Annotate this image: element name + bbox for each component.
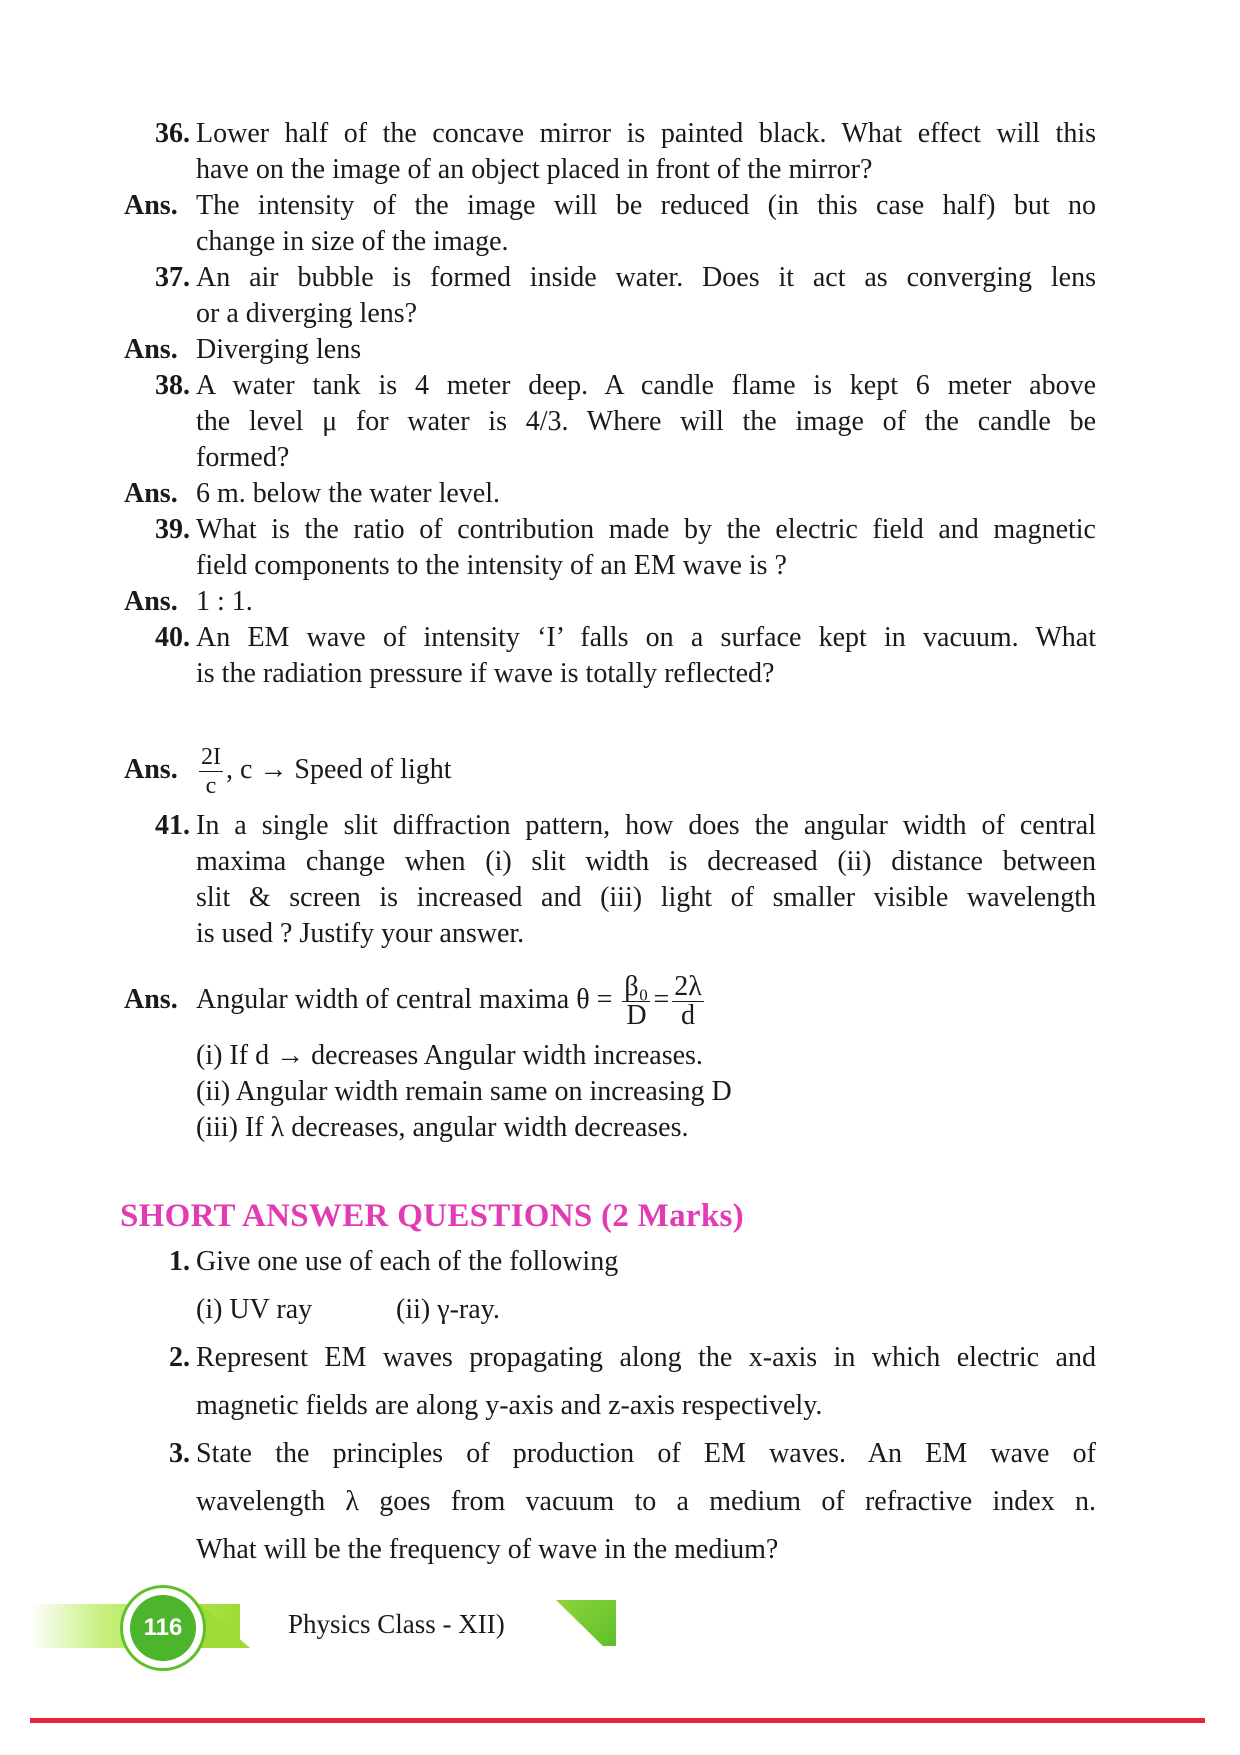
fraction (622, 973, 650, 1030)
question-number: 41. (155, 810, 190, 841)
question-number: 39. (155, 514, 190, 545)
answer-label: Ans. (124, 334, 178, 365)
page-number: 116 (130, 1595, 196, 1661)
question-number: 37. (155, 262, 190, 293)
question-number: 40. (155, 622, 190, 653)
bottom-rule (30, 1718, 1205, 1723)
question-text: the level μ for water is 4/3. Where will the image of the candle be (196, 406, 1096, 437)
question-text: What is the ratio of contribution made by the electric field and magnetic (196, 514, 1096, 545)
question-text: A water tank is 4 meter deep. A candle flame is kept 6 meter above (196, 370, 1096, 401)
answer-label: Ans. (124, 190, 178, 221)
question-text: An air bubble is formed inside water. Does it act as converging lens (196, 262, 1096, 293)
question-text: magnetic fields are along y-axis and z-axis respectively. (196, 1390, 823, 1421)
footer-title: Physics Class - XII) (288, 1609, 505, 1639)
footer-flag-decoration (556, 1600, 616, 1646)
question-text: have on the image of an object placed in front of the mirror? (196, 154, 873, 185)
answer-formula: Angular width of central maxima θ = $\frac{\text{β₀}}{D}$ = $\frac{2\lambda}{d}$ (196, 971, 702, 1032)
section-heading: SHORT ANSWER QUESTIONS (2 Marks) (120, 1198, 744, 1234)
answer-sub-item: (ii) Angular width remain same on increasing D (196, 1076, 732, 1107)
page-number-badge (120, 1585, 206, 1671)
question-text: State the principles of production of EM waves. An EM wave of (196, 1438, 1096, 1469)
question-text: field components to the intensity of an EM wave is ? (196, 550, 787, 581)
question-text: slit & screen is increased and (iii) light of smaller visible wavelength (196, 882, 1096, 913)
answer-text: The intensity of the image will be reduced (in this case half) but no (196, 190, 1096, 221)
option-item: (ii) γ-ray. (396, 1294, 500, 1325)
answer-sub-item: (i) If d → decreases Angular width increases. (196, 1040, 703, 1071)
answer-text: 1 : 1. (196, 586, 253, 617)
question-number: 3. (169, 1438, 190, 1469)
question-text: Lower half of the concave mirror is painted black. What effect will this (196, 118, 1096, 149)
answer-formula (196, 728, 1096, 812)
fraction-denominator: c (205, 773, 217, 800)
fraction-numerator: 2λ (674, 971, 702, 1003)
answer-sub-item: (iii) If λ decreases, angular width decreases. (196, 1112, 689, 1143)
question-number: 2. (169, 1342, 190, 1373)
fraction-denominator: D (626, 1000, 647, 1032)
question-text: wavelength λ goes from vacuum to a medium of refractive index n. (196, 1486, 1096, 1517)
question-text: An EM wave of intensity ‘I’ falls on a surface kept in vacuum. What (196, 622, 1096, 653)
answer-text: 6 m. below the water level. (196, 478, 501, 509)
question-text: Represent EM waves propagating along the x-axis in which electric and (196, 1342, 1096, 1373)
answer-text: change in size of the image. (196, 226, 509, 257)
question-text: maxima change when (i) slit width is decreased (ii) distance between (196, 846, 1096, 877)
fraction-numerator: β₀ (624, 971, 649, 1003)
fraction (199, 743, 223, 800)
question-number: 38. (155, 370, 190, 401)
fraction (672, 973, 704, 1030)
answer-text: Angular width of central maxima θ = (196, 984, 613, 1015)
question-text: is the radiation pressure if wave is totally reflected? (196, 658, 775, 689)
fraction-denominator: d (681, 1000, 696, 1032)
question-number: 36. (155, 118, 190, 149)
question-text: What will be the frequency of wave in the medium? (196, 1534, 779, 1565)
answer-label: Ans. (124, 586, 178, 617)
answer-label: Ans. (124, 754, 178, 785)
option-item: (i) UV ray (196, 1294, 313, 1325)
answer-text: Diverging lens (196, 334, 362, 365)
answer-label: Ans. (124, 478, 178, 509)
question-number: 1. (169, 1246, 190, 1277)
question-text: or a diverging lens? (196, 298, 418, 329)
answer-label: Ans. (124, 984, 178, 1015)
footer-decoration-triangle (200, 1604, 250, 1648)
fraction-numerator: 2I (201, 744, 221, 771)
question-text: formed? (196, 442, 290, 473)
question-text: In a single slit diffraction pattern, how does the angular width of central (196, 810, 1096, 841)
question-text: Give one use of each of the following (196, 1246, 619, 1277)
question-text: is used ? Justify your answer. (196, 918, 525, 949)
answer-text: , c → Speed of light (226, 754, 452, 785)
